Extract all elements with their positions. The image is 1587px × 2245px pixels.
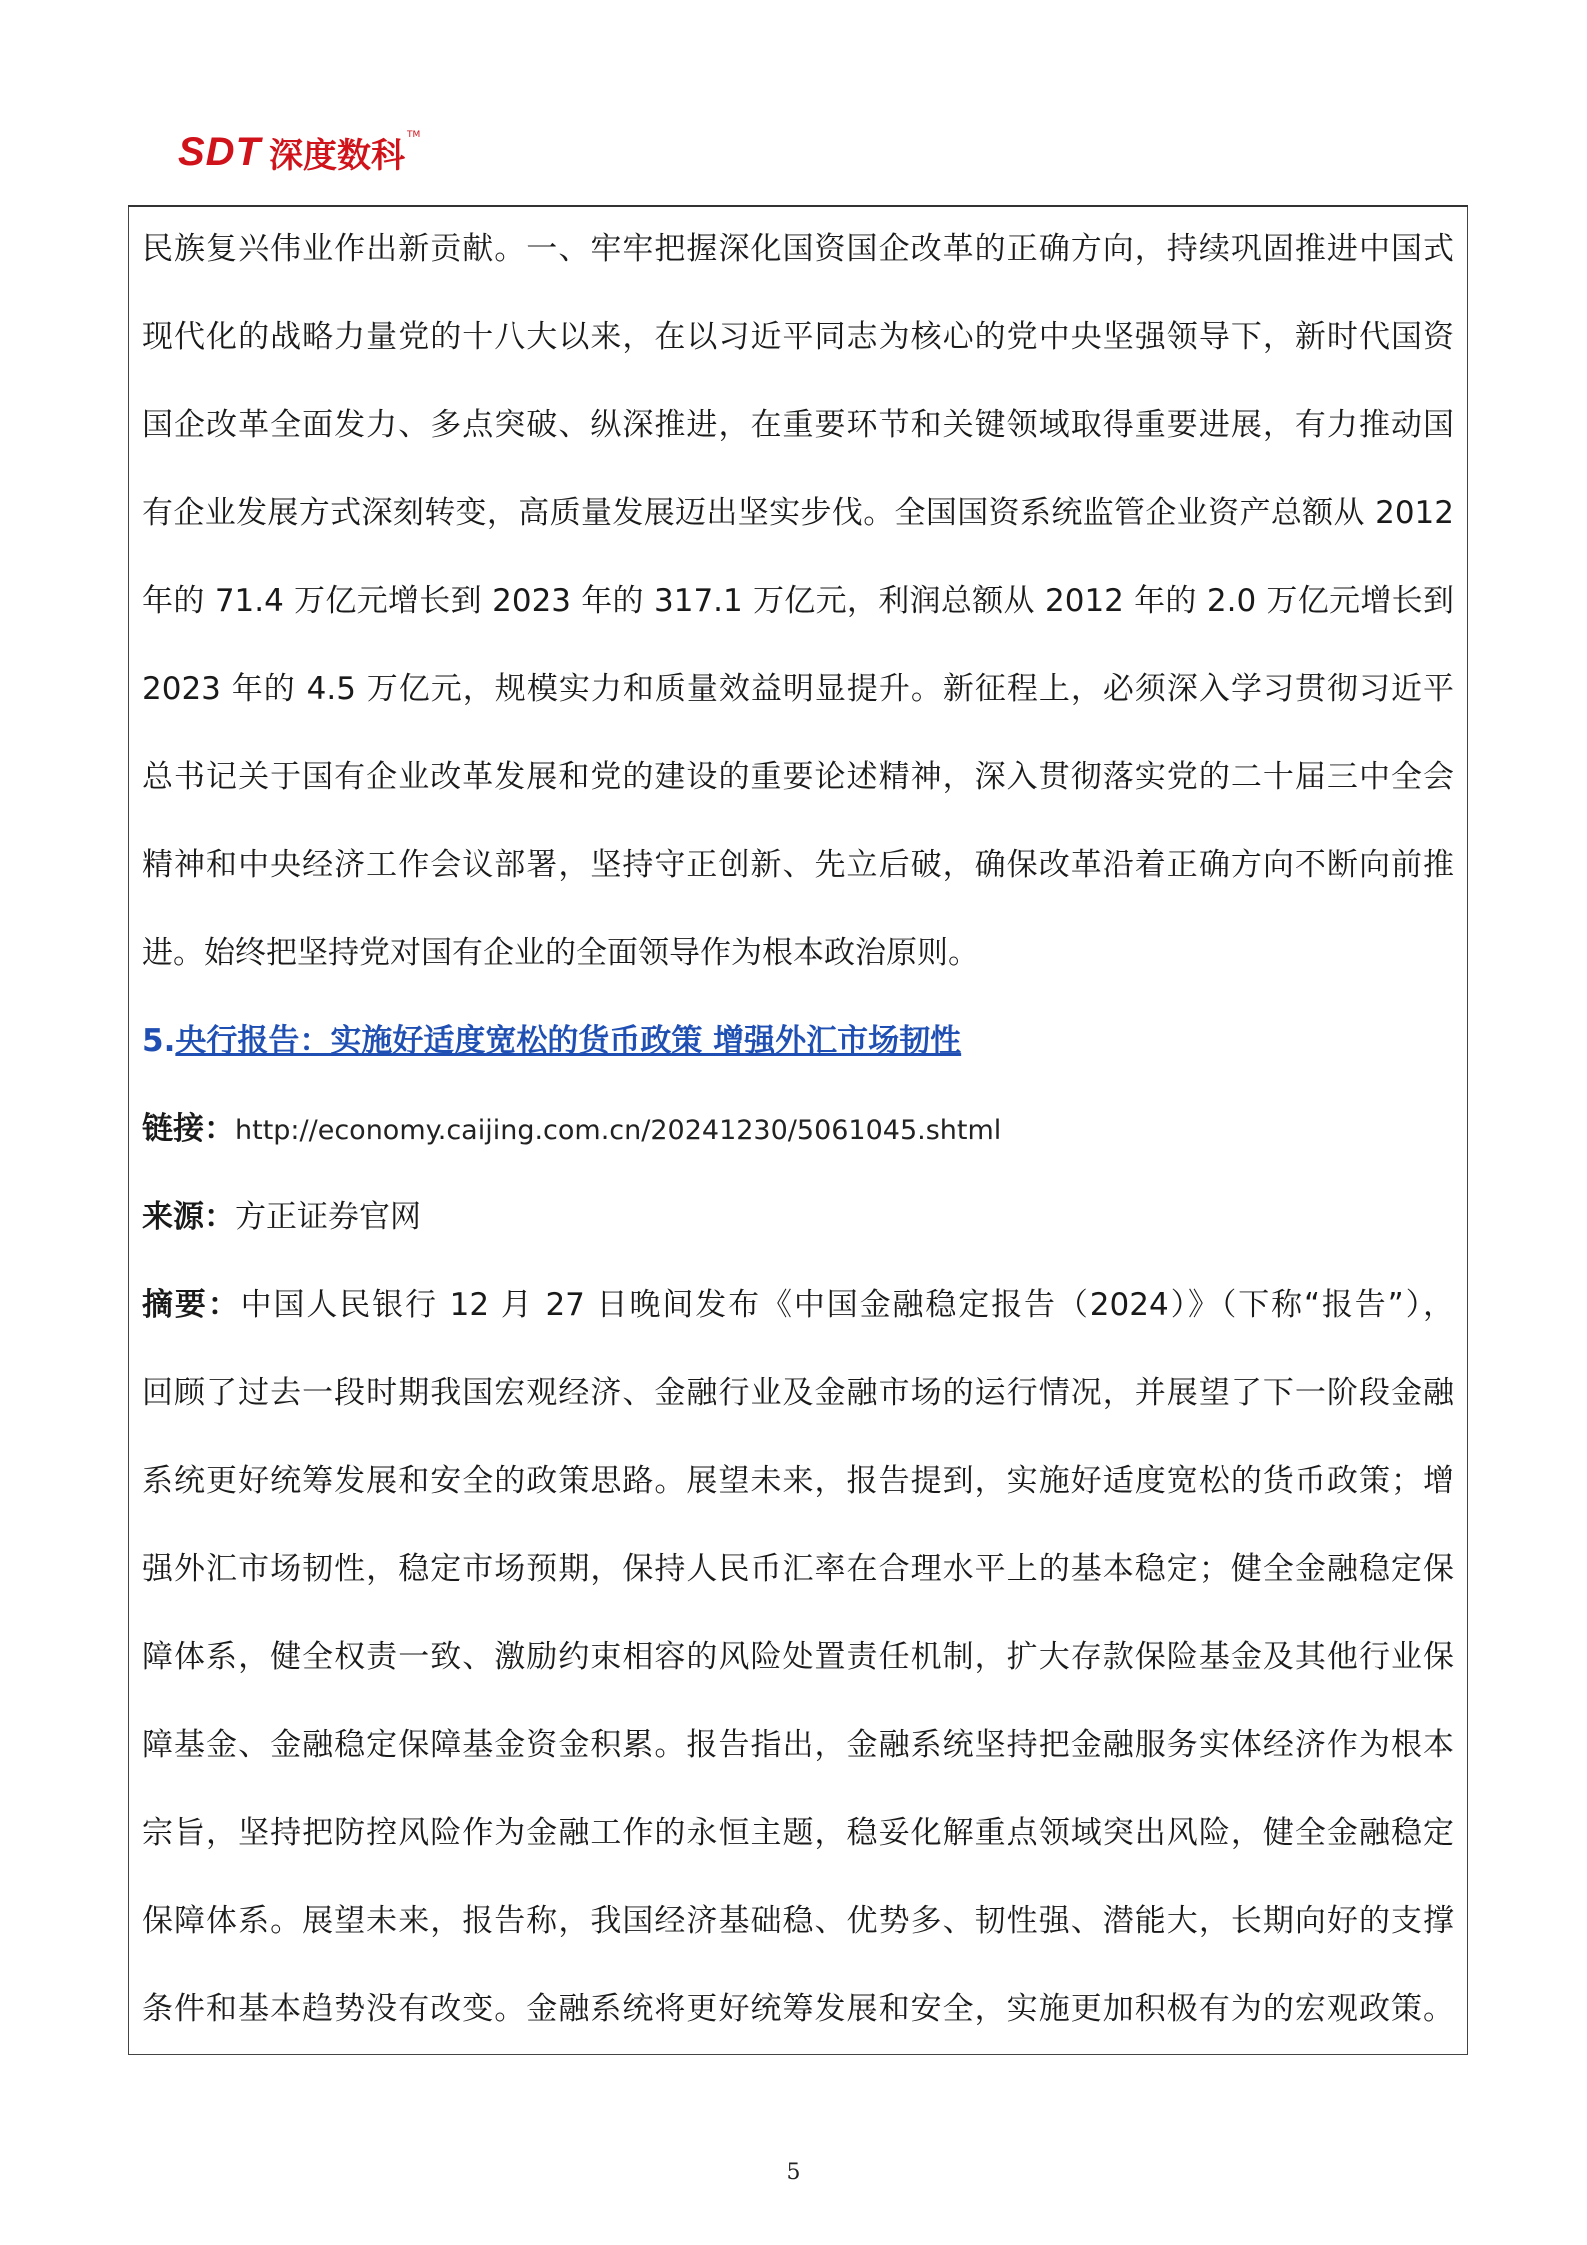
summary-line: 宗旨，坚持把防控风险作为金融工作的永恒主题，稳妥化解重点领域突出风险，健全金融稳定 xyxy=(142,1815,1454,1851)
paragraph-line: 现代化的战略力量党的十八大以来，在以习近平同志为核心的党中央坚强领导下，新时代国资 xyxy=(142,319,1454,355)
item-heading xyxy=(142,997,1454,1085)
source-label: 来源： xyxy=(142,1199,235,1235)
document-body xyxy=(142,205,1454,2053)
logo-sdt-text: SDT xyxy=(178,129,261,174)
source-value: 方正证券官网 xyxy=(235,1199,421,1235)
summary-first-line xyxy=(142,1261,1454,1349)
paragraph-line: 进。始终把坚持党对国有企业的全面领导作为根本政治原则。 xyxy=(142,935,979,971)
paragraph-line: 国企改革全面发力、多点突破、纵深推进，在重要环节和关键领域取得重要进展，有力推动国 xyxy=(142,407,1454,443)
item-link-row xyxy=(142,1085,1454,1173)
link-url[interactable]: http://economy.caijing.com.cn/20241230/5061045.shtml xyxy=(235,1115,1002,1146)
page-number: 5 xyxy=(786,2160,801,2185)
paragraph-line: 年的 71.4 万亿元增长到 2023 年的 317.1 万亿元，利润总额从 2012 年的 2.0 万亿元增长到 xyxy=(142,583,1454,619)
sdt-logo xyxy=(178,128,420,176)
logo-company-name: 深度数科 xyxy=(269,135,405,176)
paragraph-line: 2023 年的 4.5 万亿元，规模实力和质量效益明显提升。新征程上，必须深入学习贯彻习近平 xyxy=(142,671,1454,707)
item-title-link[interactable]: 央行报告：实施好适度宽松的货币政策 增强外汇市场韧性 xyxy=(175,1023,962,1059)
summary-line: 系统更好统筹发展和安全的政策思路。展望未来，报告提到，实施好适度宽松的货币政策；增 xyxy=(142,1463,1454,1499)
logo-trademark: TM xyxy=(407,130,421,140)
summary-line: 障基金、金融稳定保障基金资金积累。报告指出，金融系统坚持把金融服务实体经济作为根本 xyxy=(142,1727,1454,1763)
summary-line: 障体系，健全权责一致、激励约束相容的风险处置责任机制，扩大存款保险基金及其他行业保 xyxy=(142,1639,1454,1675)
item-source-row xyxy=(142,1173,1454,1261)
summary-label: 摘要： xyxy=(142,1287,241,1323)
summary-line: 回顾了过去一段时期我国宏观经济、金融行业及金融市场的运行情况，并展望了下一阶段金融 xyxy=(142,1375,1454,1411)
summary-line: 强外汇市场韧性，稳定市场预期，保持人民币汇率在合理水平上的基本稳定；健全金融稳定保 xyxy=(142,1551,1454,1587)
summary-text: 中国人民银行 12 月 27 日晚间发布《中国金融稳定报告（2024）》（下称“报告”）， xyxy=(240,1287,1454,1323)
link-label: 链接： xyxy=(142,1111,235,1147)
summary-line: 保障体系。展望未来，报告称，我国经济基础稳、优势多、韧性强、潜能大，长期向好的支撑 xyxy=(142,1903,1454,1939)
paragraph-line: 精神和中央经济工作会议部署，坚持守正创新、先立后破，确保改革沿着正确方向不断向前推 xyxy=(142,847,1454,883)
continued-paragraph xyxy=(142,205,1454,997)
item-summary xyxy=(142,1261,1454,2053)
summary-line: 条件和基本趋势没有改变。金融系统将更好统筹发展和安全，实施更加积极有为的宏观政策。 xyxy=(142,1991,1454,2027)
paragraph-line: 总书记关于国有企业改革发展和党的建设的重要论述精神，深入贯彻落实党的二十届三中全会 xyxy=(142,759,1454,795)
paragraph-line: 有企业发展方式深刻转变，高质量发展迈出坚实步伐。全国国资系统监管企业资产总额从 2012 xyxy=(142,495,1454,531)
item-number: 5. xyxy=(142,1023,176,1059)
paragraph-line: 民族复兴伟业作出新贡献。一、牢牢把握深化国资国企改革的正确方向，持续巩固推进中国式 xyxy=(142,231,1454,267)
